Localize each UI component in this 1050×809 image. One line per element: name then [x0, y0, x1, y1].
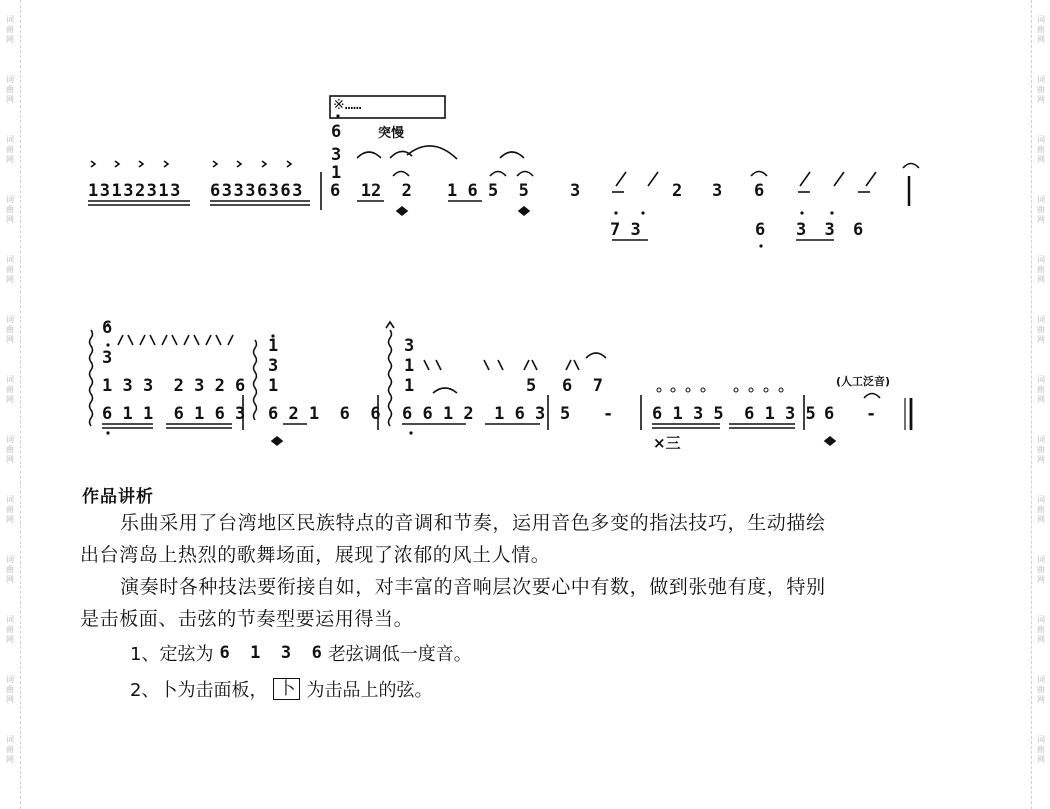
row2-m3-upper-right: 5	[526, 376, 537, 396]
watermark-char: 词	[1037, 375, 1045, 384]
watermark-group	[6, 540, 14, 600]
row2-m5-main: 6 1 3 5 6 1 3 5	[652, 404, 816, 424]
watermark-char: 网	[1037, 35, 1045, 44]
watermark-char: 网	[6, 35, 14, 44]
watermark-char: 网	[6, 575, 14, 584]
watermark-char: 曲	[6, 265, 14, 274]
annotation-box-text: ※……	[333, 97, 362, 113]
section-heading: 作品讲析	[82, 487, 154, 507]
watermark-char: 词	[6, 315, 14, 324]
watermark-char: 词	[1037, 735, 1045, 744]
chord-top: 6	[331, 122, 342, 142]
watermark-char: 曲	[1037, 145, 1045, 154]
paragraph-2-line-1: 演奏时各种技法要衔接自如，对丰富的音响层次要心中有数，做到张弛有度，特别	[120, 576, 826, 598]
row1-seg-3-lead: 3	[570, 181, 581, 201]
watermark-char: 词	[1037, 615, 1045, 624]
row2-m5-below: ×三	[653, 434, 681, 452]
row2-m1-upper: 1 3 3 2 3 2 6	[102, 376, 246, 396]
note-2-symbol: 卜	[273, 678, 300, 700]
watermark-group	[6, 660, 14, 720]
watermark-char: 网	[1037, 635, 1045, 644]
watermark-char: 曲	[1037, 385, 1045, 394]
row1-seg-3-b: 3	[712, 181, 723, 201]
watermark-char: 词	[6, 15, 14, 24]
watermark-group	[1037, 720, 1045, 780]
note-1-pitches: 6 1 3 6	[219, 643, 322, 663]
note-2	[130, 676, 432, 702]
row2-m3-main: 6 6 1 2 1 6 3	[402, 404, 546, 424]
watermark-char: 网	[6, 515, 14, 524]
note-2-suffix: 为击品上的弦。	[306, 680, 433, 701]
row2-m2-mid: 3	[268, 356, 279, 376]
chord-low: 1	[331, 163, 342, 183]
row2-m3-top: 3	[404, 336, 415, 356]
watermark-group	[6, 480, 14, 540]
watermark-char: 曲	[1037, 85, 1045, 94]
row2-m2-main: 6 2 1 6 6	[268, 404, 381, 424]
row2-m4-upper: 6 7	[562, 376, 603, 396]
watermark-char: 词	[6, 615, 14, 624]
accent-marks	[91, 161, 291, 167]
watermark-char: 曲	[6, 205, 14, 214]
watermark-char: 曲	[1037, 625, 1045, 634]
row2-m1-top: 6	[102, 318, 113, 338]
watermark-char: 词	[6, 75, 14, 84]
watermark-char: 曲	[6, 745, 14, 754]
watermark-char: 词	[6, 255, 14, 264]
slur-long	[407, 146, 457, 159]
note-1	[130, 640, 472, 666]
harmonic-circles	[657, 388, 783, 392]
watermark-char: 网	[6, 695, 14, 704]
watermark-char: 网	[1037, 575, 1045, 584]
row2-m6-main: 6	[824, 404, 835, 424]
row1-lower-3: 3 3 6	[796, 220, 868, 240]
watermark-char: 词	[6, 375, 14, 384]
watermark-char: 词	[6, 495, 14, 504]
watermark-char: 曲	[6, 25, 14, 34]
row2-m2-upper: 1	[268, 376, 279, 396]
note-1-suffix: 老弦调低一度音。	[327, 644, 472, 665]
watermark-char: 曲	[6, 445, 14, 454]
watermark-char: 词	[6, 135, 14, 144]
row1-seg-2: 1 6 5 5	[447, 181, 529, 201]
watermark-char: 网	[6, 95, 14, 104]
row1-lower-1: 7 3	[610, 220, 641, 240]
watermark-char: 曲	[6, 505, 14, 514]
watermark-char: 网	[6, 455, 14, 464]
watermark-char: 网	[1037, 95, 1045, 104]
row2-m3-upper: 1	[404, 376, 415, 396]
tempo-mark: 突慢	[378, 126, 405, 141]
watermark-char: 词	[6, 675, 14, 684]
watermark-char: 网	[1037, 395, 1045, 404]
watermark-char: 曲	[6, 325, 14, 334]
watermark-char: 网	[6, 215, 14, 224]
watermark-group	[1037, 600, 1045, 660]
row2-m4-main: 5	[560, 404, 571, 424]
row1-group-a: 13132313	[88, 181, 182, 201]
watermark-group	[6, 720, 14, 780]
row2-m6-dash: -	[866, 404, 877, 424]
watermark-char: 词	[1037, 135, 1045, 144]
row2-m4-dash: -	[603, 404, 614, 424]
paragraph-1-line-1: 乐曲采用了台湾地区民族特点的音调和节奏，运用音色多变的指法技巧，生动描绘	[120, 512, 826, 534]
watermark-char: 网	[6, 755, 14, 764]
watermark-char: 曲	[1037, 205, 1045, 214]
watermark-char: 网	[1037, 455, 1045, 464]
watermark-char: 词	[6, 555, 14, 564]
watermark-char: 曲	[6, 85, 14, 94]
row1-seg-1: 6 12 2	[330, 181, 412, 201]
watermark-char: 网	[1037, 215, 1045, 224]
watermark-char: 网	[1037, 515, 1045, 524]
watermark-char: 曲	[1037, 505, 1045, 514]
watermark-char: 曲	[6, 685, 14, 694]
watermark-char: 词	[6, 195, 14, 204]
row1-seg-3-a: 2	[672, 181, 683, 201]
watermark-char: 曲	[1037, 265, 1045, 274]
watermark-char: 网	[1037, 335, 1045, 344]
watermark-char: 词	[1037, 255, 1045, 264]
watermark-char: 网	[1037, 155, 1045, 164]
arpeggio-wave	[90, 330, 93, 426]
watermark-group	[1037, 540, 1045, 600]
watermark-char: 网	[6, 635, 14, 644]
watermark-char: 网	[6, 275, 14, 284]
paragraph-1-line-2: 出台湾岛上热烈的歌舞场面，展现了浓郁的风土人情。	[80, 544, 551, 566]
watermark-char: 曲	[6, 145, 14, 154]
watermark-char: 曲	[1037, 25, 1045, 34]
watermark-char: 词	[1037, 435, 1045, 444]
row2-m3-mid: 1	[404, 356, 415, 376]
watermark-char: 网	[1037, 695, 1045, 704]
watermark-group	[1037, 480, 1045, 540]
watermark-char: 曲	[1037, 745, 1045, 754]
watermark-char: 曲	[1037, 445, 1045, 454]
watermark-group	[1037, 660, 1045, 720]
watermark-char: 曲	[1037, 325, 1045, 334]
watermark-char: 词	[1037, 555, 1045, 564]
row1-lower-2: 6	[755, 220, 766, 240]
row2-m1-main: 6 1 1 6 1 6 3	[102, 404, 246, 424]
fermata	[393, 172, 409, 177]
watermark-char: 曲	[6, 565, 14, 574]
row2-m2-top: 1	[268, 336, 279, 356]
row2-m1-mid: 3	[102, 348, 113, 368]
watermark-char: 曲	[6, 385, 14, 394]
watermark-char: 曲	[1037, 685, 1045, 694]
watermark-char: 词	[1037, 675, 1045, 684]
slur	[357, 152, 381, 158]
watermark-char: 词	[1037, 315, 1045, 324]
watermark-char: 曲	[6, 625, 14, 634]
watermark-char: 网	[6, 395, 14, 404]
slash-marks	[616, 172, 876, 186]
watermark-group	[6, 600, 14, 660]
watermark-char: 词	[6, 435, 14, 444]
watermark-char: 曲	[1037, 565, 1045, 574]
row1-group-b: 63336363	[210, 181, 304, 201]
watermark-char: 网	[6, 335, 14, 344]
paragraph-2-line-2: 是击板面、击弦的节奏型要运用得当。	[80, 608, 414, 630]
watermark-char: 词	[1037, 75, 1045, 84]
watermark-char: 网	[1037, 275, 1045, 284]
watermark-char: 词	[1037, 495, 1045, 504]
watermark-char: 网	[6, 155, 14, 164]
watermark-char: 词	[1037, 195, 1045, 204]
chord-mid: 3	[331, 145, 342, 165]
strum-pattern	[118, 335, 233, 345]
watermark-char: 词	[6, 735, 14, 744]
watermark-char: 网	[1037, 755, 1045, 764]
diamond-mark	[397, 207, 407, 215]
note-2-prefix: 2、卜为击面板，	[130, 680, 268, 701]
row1-seg-3-c: 6	[754, 181, 765, 201]
watermark-char: 词	[1037, 15, 1045, 24]
note-1-prefix: 1、定弦为	[130, 644, 214, 665]
harmonic-label: (人工泛音)	[836, 375, 891, 388]
